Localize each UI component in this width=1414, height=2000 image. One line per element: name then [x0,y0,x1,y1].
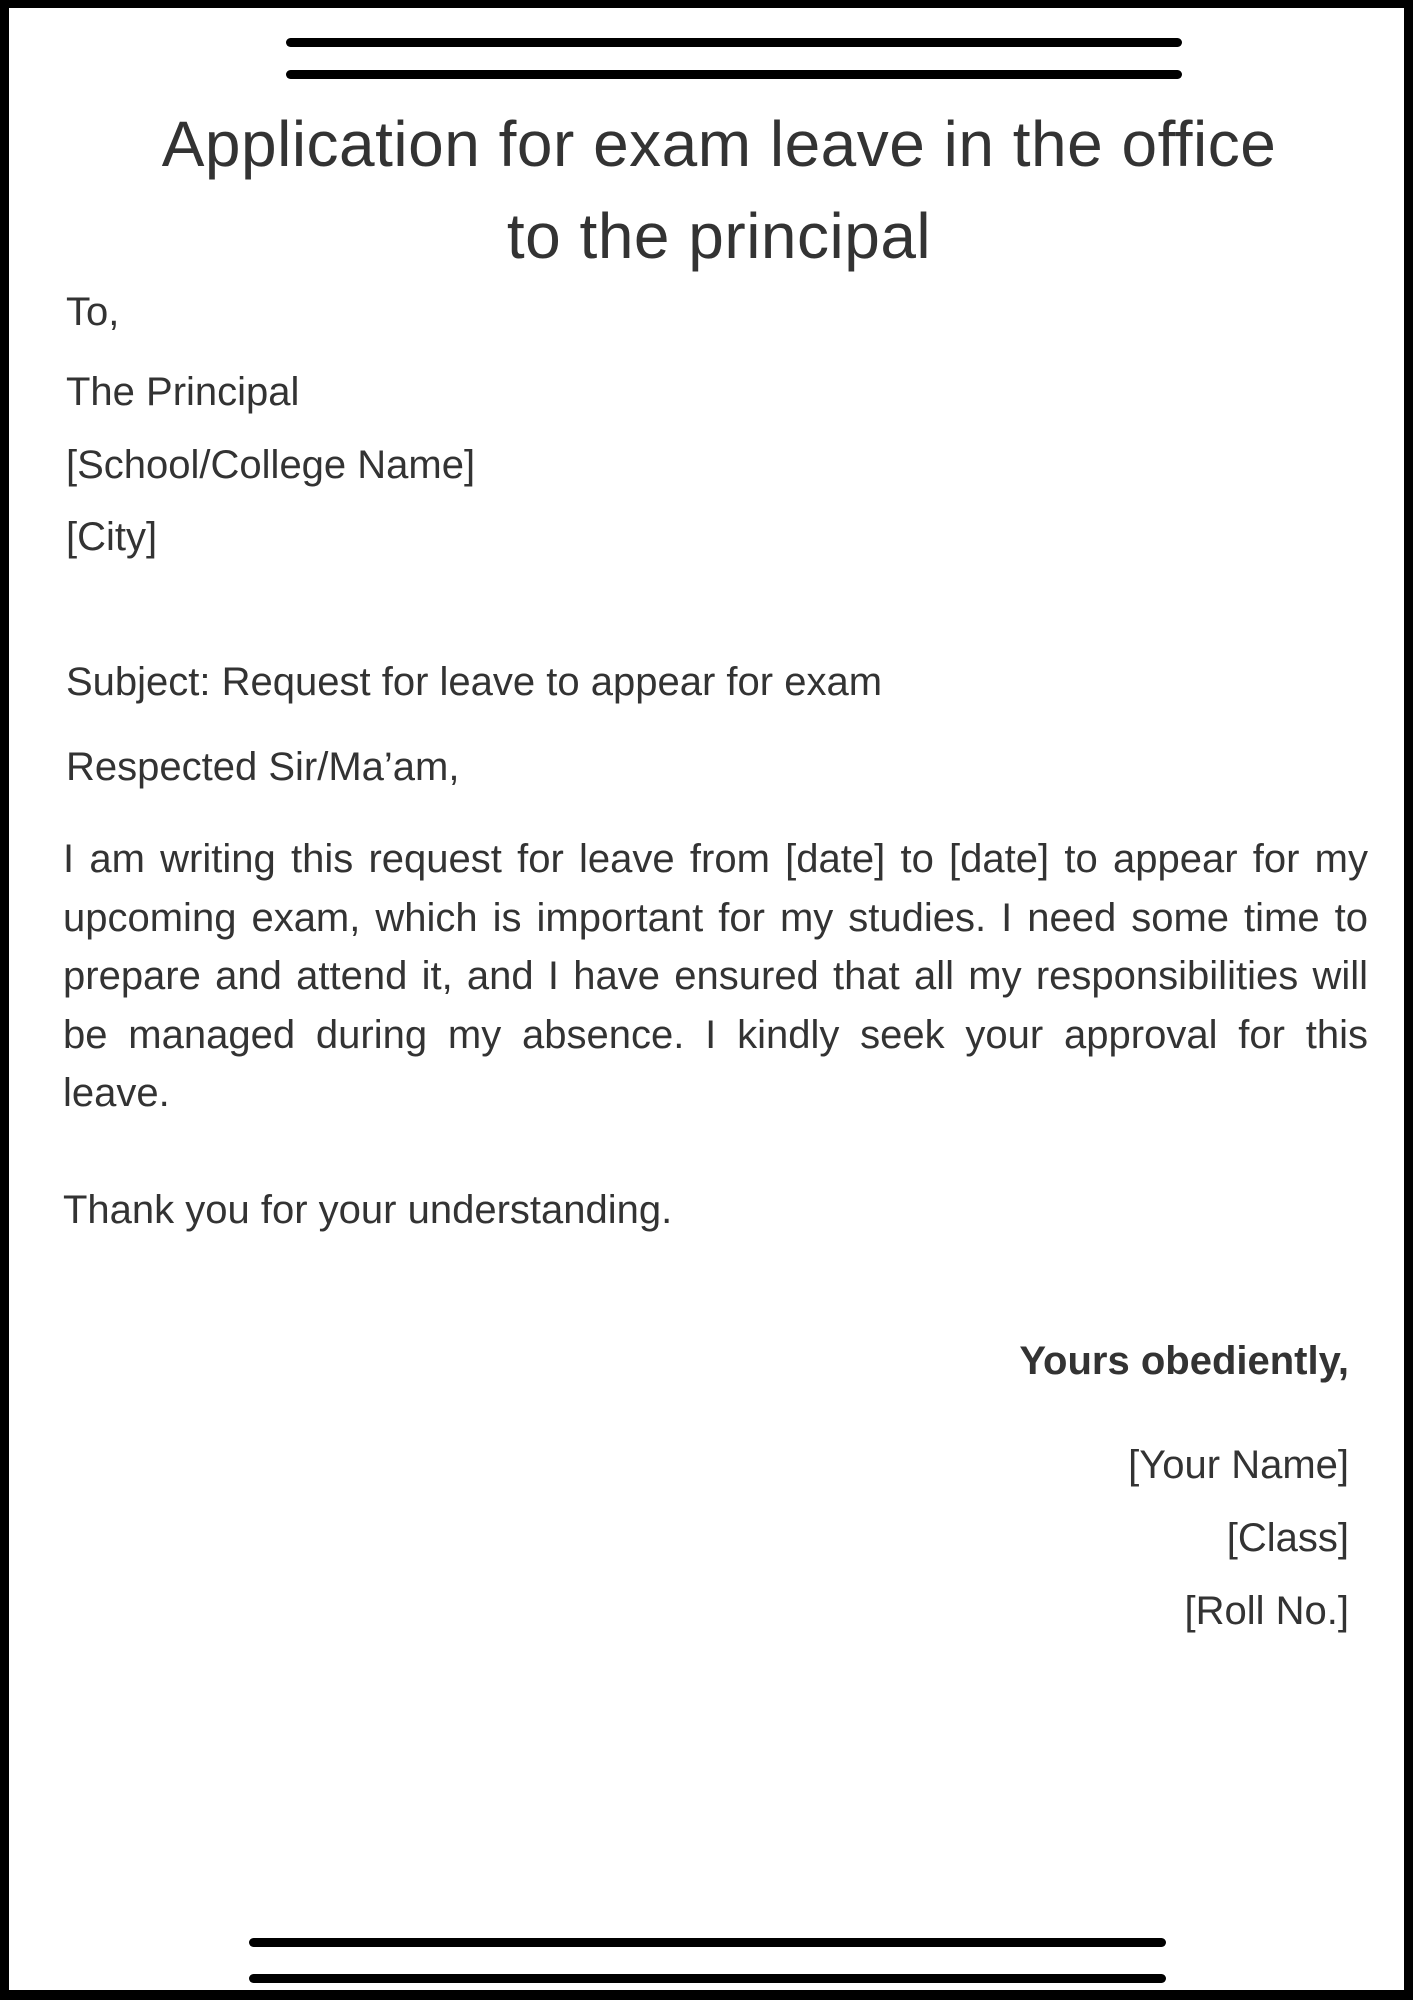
salutation: Respected Sir/Ma’am, [66,745,460,789]
title-line-1: Application for exam leave in the office [161,108,1277,180]
bottom-decorative-rule-1 [249,1938,1166,1947]
body-paragraph: I am writing this request for leave from [date] to [date] to appear for my upcoming exam, which is important for my studies. I need some time to prepare and attend it, and I have ensured that all my responsibilities will be managed during my absence. I kindly seek your approval for this leave. [63,837,1368,1115]
title-line-2: to the principal [506,200,932,272]
signature-roll-no: [Roll No.] [1184,1589,1349,1633]
address-recipient: The Principal [66,370,300,414]
subject-line: Subject: Request for leave to appear for exam [66,660,883,704]
letter-title [49,98,1389,282]
bottom-decorative-rule-2 [249,1974,1166,1983]
address-to: To, [66,290,120,334]
address-city: [City] [66,515,158,559]
address-institution: [School/College Name] [66,443,476,487]
thanks-line: Thank you for your understanding. [63,1188,673,1232]
signature-class: [Class] [1226,1516,1349,1560]
closing-line: Yours obediently, [1019,1339,1349,1383]
top-decorative-rule-1 [286,38,1182,47]
top-decorative-rule-2 [286,70,1182,79]
signature-name: [Your Name] [1128,1443,1349,1487]
